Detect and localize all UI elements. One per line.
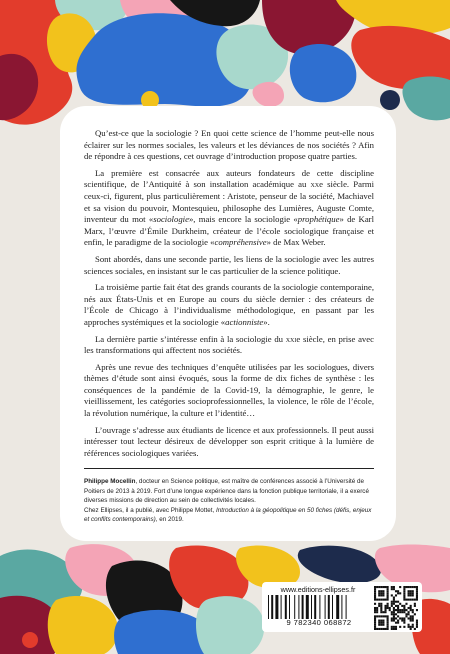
blob-mint-bottom [196, 596, 264, 654]
book-title: Introduction à la géopolitique en 50 fiches (défis, enjeux et conflits contemporains) [84, 506, 372, 524]
author-bio [84, 477, 374, 524]
blob-teal-right [403, 76, 450, 120]
paragraph-intro: Qu’est-ce que la sociologie ? En quoi cette science de l’homme peut-elle nous éclairer sur les normes sociales, les valeurs et les déviances de nos sociétés ? Afin de répondre à ces questions, cet ouvrage d’introduction propose quatre parties. [84, 128, 374, 162]
qr-code-icon[interactable] [374, 586, 418, 630]
paragraph-themes: Après une revue des techniques d’enquête utilisées par les sociologues, divers thèmes d’étude sont ainsi évoqués, sous la forme de dix fiches de synthèse : les conséquences de la pandémie de la Covid-19, la démographie, le genre, le vieillissement, les catégories socioprofessionnelles, la violence, le rôle de l’école, la révolution numérique, la culture et l’identité… [84, 361, 374, 419]
author-bio-line: Philippe Mocellin, docteur en Science politique, est maître de conférences associé à l’Université de Poitiers de 2013 à 2019. Fort d’une longue expérience dans la fonction publique territoriale, il a exercé diverses missions de direction au sein de collectivités locales. [84, 478, 369, 505]
blob-navy-bottom-right [298, 546, 381, 584]
paragraph-part-one: La première est consacrée aux auteurs fondateurs de cette discipline scientifique, de l’Antiquité à son installation académique au xxe siècle. Parmi ceux-ci, figurent, plus particulièrement : Aristote, penseur de la société, Machiavel et sa vision du pouvoir, Montesquieu, philosophe des Lumières, Auguste Comte, inventeur du mot «sociologie», mais encore la sociologie «prophétique» de Karl Marx, l’œuvre d’Émile Durkheim, créateur de l’école sociologique française et enfin, le paradigme de la sociologie «compréhensive» de Max Weber. [84, 167, 375, 248]
dot-navy [380, 90, 400, 110]
summary-text [84, 128, 374, 459]
author-name: Philippe Mocellin [84, 478, 136, 486]
paragraph-part-four: La dernière partie s’intéresse enfin à la sociologie du xxie siècle, en prise avec les transformations qui affectent nos sociétés. [84, 333, 374, 356]
paragraph-part-three: La troisième partie fait état des grands courants de la sociologie contemporaine, nés aux États-Unis et en Europe au cours du siècle dernier : des créateurs de l’École de Chicago à l’individualisme méthodologique, en passant par les approches systémiques et la sociologie «actionniste». [84, 282, 374, 327]
blob-yellow-bottom [48, 596, 118, 654]
dot-red-bottom [22, 632, 38, 648]
text-panel [60, 106, 396, 541]
blob-pink-small [253, 82, 284, 107]
isbn-barcode [266, 595, 372, 619]
barcode-panel [262, 582, 422, 632]
publisher-website[interactable]: www.editions-ellipses.fr [280, 585, 356, 594]
divider [84, 468, 374, 469]
author-publications: Chez Ellipses, il a publié, avec Philippe Mottet, Introduction à la géopolitique en 50 fiches (défis, enjeux et conflits contemporains), en 2019. [84, 506, 372, 524]
blob-blue-right [290, 44, 357, 102]
paragraph-audience: L’ouvrage s’adresse aux étudiants de licence et aux professionnels. Il peut aussi intéresser tout lecteur désireux de développer son esprit critique à la lumière de références sociologiques variées. [84, 424, 374, 458]
paragraph-part-two: Sont abordés, dans une seconde partie, les liens de la sociologie avec les autres sciences sociales, en insistant sur le cas particulier de la science politique. [84, 253, 374, 276]
isbn-number: 9 782340 068872 [286, 618, 352, 627]
